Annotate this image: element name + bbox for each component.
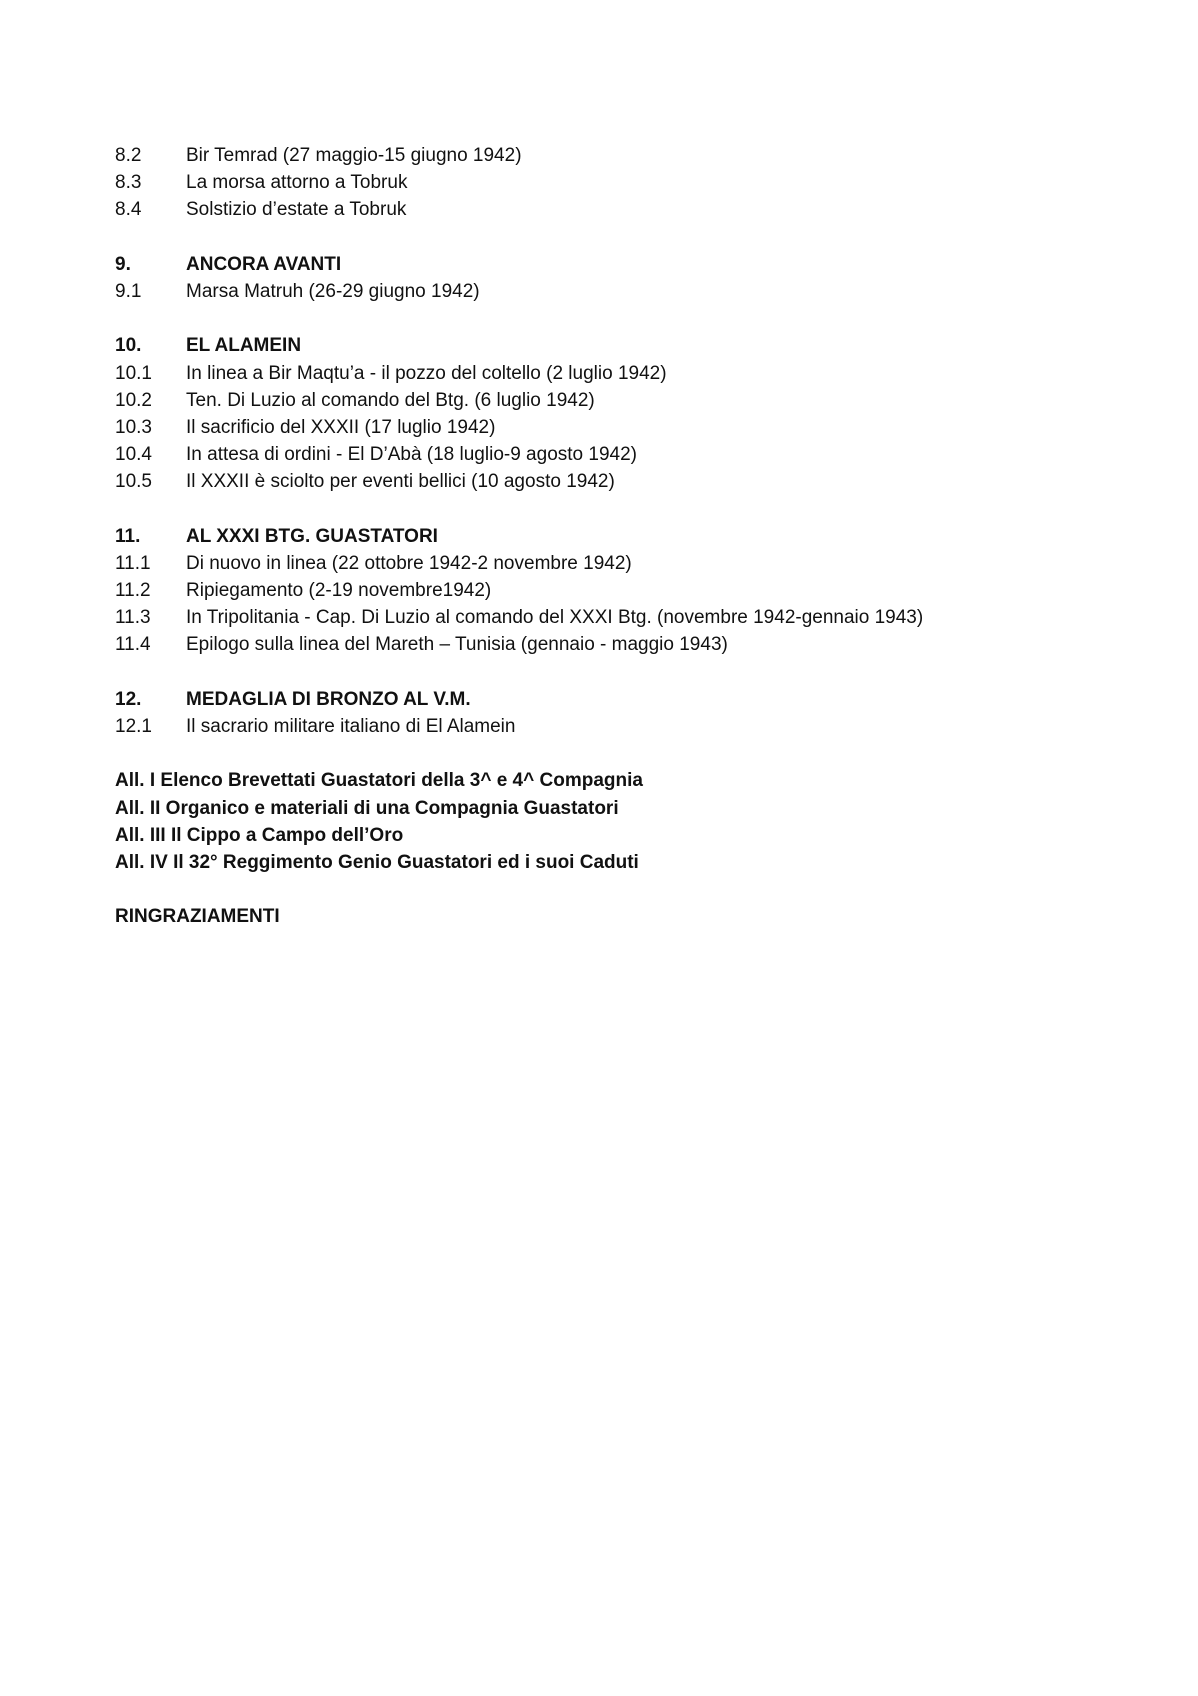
toc-entry-number: 11.2 — [115, 580, 151, 601]
spacer — [115, 659, 1115, 686]
toc-chapter-heading — [115, 523, 1115, 550]
spacer — [115, 224, 1115, 251]
toc-entry-number: 11.1 — [115, 552, 151, 574]
toc-entry — [115, 550, 1115, 577]
toc-entry-title: Epilogo sulla linea del Mareth – Tunisia (gennaio - maggio 1943) — [186, 634, 728, 656]
toc-entry — [115, 414, 1115, 441]
toc-entry — [115, 631, 1115, 658]
toc-entry-title: In attesa di ordini - El D’Abà (18 luglio-9 agosto 1942) — [186, 444, 637, 466]
toc-entry-title: In linea a Bir Maqtu’a - il pozzo del coltello (2 luglio 1942) — [186, 362, 667, 384]
toc-annex: All. II Organico e materiali di una Compagnia Guastatori — [115, 797, 619, 819]
toc-entry — [115, 577, 1115, 604]
toc-entry-title: Ten. Di Luzio al comando del Btg. (6 luglio 1942) — [186, 389, 595, 411]
toc-entry — [115, 441, 1115, 468]
toc-chapter-heading — [115, 251, 1115, 278]
toc-entry-number: 8.2 — [115, 145, 142, 166]
toc-annex: All. III Il Cippo a Campo dell’Oro — [115, 824, 404, 846]
toc-entry-title: In Tripolitania - Cap. Di Luzio al comando del XXXI Btg. (novembre 1942-gennaio 1943) — [186, 607, 924, 629]
spacer — [115, 876, 1115, 903]
table-of-contents — [115, 142, 1115, 930]
toc-entry — [115, 713, 1115, 740]
toc-entry-title: Di nuovo in linea (22 ottobre 1942-2 novembre 1942) — [186, 552, 632, 574]
toc-entry-title: Il sacrario militare italiano di El Alamein — [186, 715, 516, 737]
toc-entry-number: 10.3 — [115, 416, 152, 438]
toc-acknowledgements: RINGRAZIAMENTI — [115, 906, 280, 928]
toc-chapter-title: AL XXXI BTG. GUASTATORI — [186, 525, 438, 547]
toc-entry-number: 12.1 — [115, 715, 152, 737]
toc-chapter-number: 11. — [115, 525, 141, 547]
toc-chapter-title: MEDAGLIA DI BRONZO AL V.M. — [186, 688, 471, 710]
toc-chapter-title: EL ALAMEIN — [186, 335, 302, 357]
toc-entry-title: Marsa Matruh (26-29 giugno 1942) — [186, 280, 480, 302]
toc-entry-number: 8.4 — [115, 199, 142, 221]
toc-entry-title: Il sacrificio del XXXII (17 luglio 1942) — [186, 416, 496, 438]
toc-chapter-number: 9. — [115, 253, 131, 275]
toc-chapter-number: 10. — [115, 335, 142, 357]
toc-entry-number: 8.3 — [115, 172, 142, 194]
toc-entry-number: 11.3 — [115, 607, 151, 629]
toc-entry-number: 10.2 — [115, 389, 152, 411]
toc-chapter-number: 12. — [115, 688, 142, 710]
toc-entry-title: Bir Temrad (27 maggio-15 giugno 1942) — [186, 145, 522, 166]
spacer — [115, 305, 1115, 332]
toc-entry — [115, 196, 1115, 223]
toc-entry — [115, 142, 1115, 169]
toc-entry-number: 10.1 — [115, 362, 152, 384]
toc-annex: All. IV Il 32° Reggimento Genio Guastatori ed i suoi Caduti — [115, 851, 639, 873]
toc-entry — [115, 468, 1115, 495]
toc-entry-title: Ripiegamento (2-19 novembre1942) — [186, 580, 492, 601]
toc-entry-title: La morsa attorno a Tobruk — [186, 172, 408, 194]
toc-annex: All. I Elenco Brevettati Guastatori della 3^ e 4^ Compagnia — [115, 770, 643, 792]
toc-chapter-heading — [115, 332, 1115, 359]
toc-entry-number: 10.4 — [115, 444, 152, 466]
toc-entry-title: Solstizio d’estate a Tobruk — [186, 199, 407, 221]
spacer — [115, 740, 1115, 767]
toc-entry-number: 11.4 — [115, 634, 151, 656]
toc-chapter-title: ANCORA AVANTI — [186, 253, 342, 275]
toc-entry-number: 10.5 — [115, 471, 152, 493]
toc-chapter-heading — [115, 686, 1115, 713]
spacer — [115, 495, 1115, 522]
toc-entry — [115, 278, 1115, 305]
toc-entry — [115, 169, 1115, 196]
toc-entry-number: 9.1 — [115, 280, 142, 302]
toc-entry — [115, 604, 1115, 631]
toc-entry-title: Il XXXII è sciolto per eventi bellici (10 agosto 1942) — [186, 471, 615, 493]
toc-entry — [115, 360, 1115, 387]
toc-entry — [115, 387, 1115, 414]
